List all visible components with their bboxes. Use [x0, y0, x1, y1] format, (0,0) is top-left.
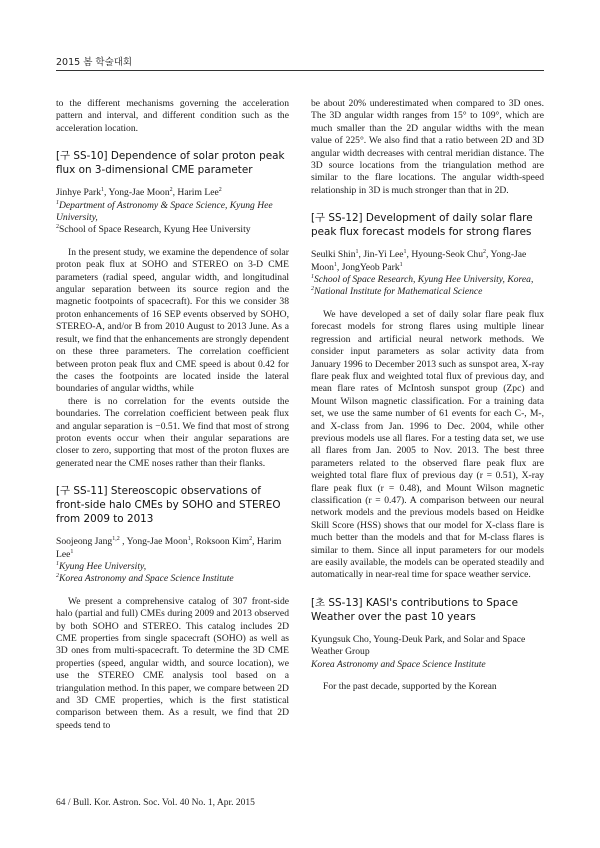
abstract-title-ss13: [초 SS-13] KASI's contributions to Space Weather over the past 10 years: [311, 596, 518, 623]
abstract-body-ss11: We present a comprehensive catalog of 307 front-side halo (partial and full) CMEs during 2009 and 2013 observed by both SOHO and STEREO. This catalog includes 2D CME properties from single spacecraft (SOHO) as well as 3D ones from multi-spacecraft. To determine the 3D CME properties (speed, angular width, and source location), we use the STEREO CME analysis tool based on a triangulation method. In this paper, we compare between 2D and 3D CME properties, which is the first statistical comparison between them. As a result, we find that 2D speeds tend to: [56, 595, 289, 731]
abstract-body-ss10-2: there is no correlation for the events outside the boundaries. The correlation coefficient between peak flux and angular separation is −0.51. We find that most of strong proton events occur when their angular separations are closer to zero, supporting that most of the proton fluxes are generated near the CME noses rather than their flanks.: [56, 395, 289, 469]
affiliation-ss10-1: $^1$Department of Astronomy & Space Science, Kyung Hee University,: [56, 199, 273, 224]
abstract-body-ss13: For the past decade, supported by the Korean: [323, 681, 497, 693]
page-footer: 64 / Bull. Kor. Astron. Soc. Vol. 40 No. 1, Apr. 2015: [56, 798, 255, 808]
affiliation-ss11-2: $^2$Korea Astronomy and Space Science Institute: [56, 573, 234, 585]
authors-ss10: Jinhye Park$^1$, Yong-Jae Moon$^2$, Harim Lee$^2$: [56, 187, 222, 199]
affiliation-ss11-1: $^1$Kyung Hee University,: [56, 560, 147, 572]
authors-ss13: Kyungsuk Cho, Young-Deuk Park, and Solar and Space Weather Group: [311, 633, 526, 658]
abstract-title-ss12: [구 SS-12] Development of daily solar flare peak flux forecast models for strong flares: [311, 212, 533, 239]
affiliation-ss12-1: $^1$School of Space Research, Kyung Hee University, Korea,: [311, 273, 534, 286]
running-header: 2015 봄 학술대회: [56, 57, 133, 68]
abstract-title-ss10: [구 SS-10] Dependence of solar proton peak flux on 3-dimensional CME parameter: [56, 150, 285, 177]
left-column: [56, 98, 289, 732]
header-rule: [56, 70, 544, 71]
affiliation-ss13: Korea Astronomy and Space Science Institute: [311, 658, 486, 670]
authors-ss12: Seulki Shin$^1$, Jin-Yi Lee$^1$, Hyoung-Seok Chu$^2$, Yong-Jae Moon$^1$, JongYeob Park$^1$: [311, 249, 527, 273]
continued-paragraph: to the different mechanisms governing the acceleration pattern and interval, and different condition such as the acceleration location.: [56, 98, 289, 134]
authors-ss11: Soojeong Jang$^{1,2}$ , Yong-Jae Moon$^1$, Roksoon Kim$^2$, Harim Lee$^1$: [56, 535, 282, 560]
abstract-body-ss10-1: In the present study, we examine the dependence of solar proton peak flux at SOHO and STEREO on 3-D CME parameters (radial speed, angular width, and longitudinal angular separation between its source region and the magnetic footpoints of spacecraft). For this we consider 38 proton enhancements of 16 SEP events observed by SOHO, STEREO-A, and/or B from 2010 August to 2013 June. As a result, we find that the enhancements are strongly dependent on these three parameters. The correlation coefficient between proton peak flux and CME speed is about 0.42 for the cases the footpoints are located inside the lateral boundaries of angular widths, while: [56, 246, 289, 395]
continued-paragraph: be about 20% underestimated when compared to 3D ones. The 3D angular width ranges from 15° to 109°, which are much smaller than the 2D angular widths with the mean value of 225°. We also find that a ratio between 2D and 3D angular width decreases with central meridian distance. The 3D source locations from the triangulation method are similar to the flare locations. The angular width-speed relationship in 3D is much stronger than that in 2D.: [311, 98, 544, 196]
affiliation-ss10-2: $^2$School of Space Research, Kyung Hee University: [56, 224, 251, 236]
affiliation-ss12-2: $^2$National Institute for Mathematical Science: [311, 286, 483, 298]
abstract-body-ss12: We have developed a set of daily solar flare peak flux forecast models for strong flares using multiple linear regression and artificial neural network methods. We consider input parameters as solar activity data from January 1996 to December 2013 such as sunspot area, X-ray flare peak flux and weighted total flux of previous day, and mean flare rates of McIntosh sunspot group (Zpc) and Mount Wilson magnetic classification. For a training data set, we use the same number of 61 events for each C-, M-, and X-class from Jan. 1996 to Dec. 2004, while other previous models use all flares. For a testing data set, we use all flares from Jan. 2005 to Nov. 2013. The best three parameters related to the observed flare peak flux are weighted total flare flux of previous day (r = 0.51), X-ray flare peak flux (r = 0.48), and Mount Wilson magnetic classification (r = 0.47). A comparison between our neural network models and the previous models based on Heidke Skill Score (HSS) shows that our model for X-class flare is much better than the models and that for M-class flares is similar to them. Since all input parameters for our models are easily available, the models can be operated steadily and automatically in near-real time for space weather service.: [311, 308, 544, 581]
abstract-title-ss11: [구 SS-11] Stereoscopic observations of front-side halo CMEs by SOHO and STEREO from 2009 to 2013: [56, 485, 281, 526]
right-column: [311, 98, 544, 693]
